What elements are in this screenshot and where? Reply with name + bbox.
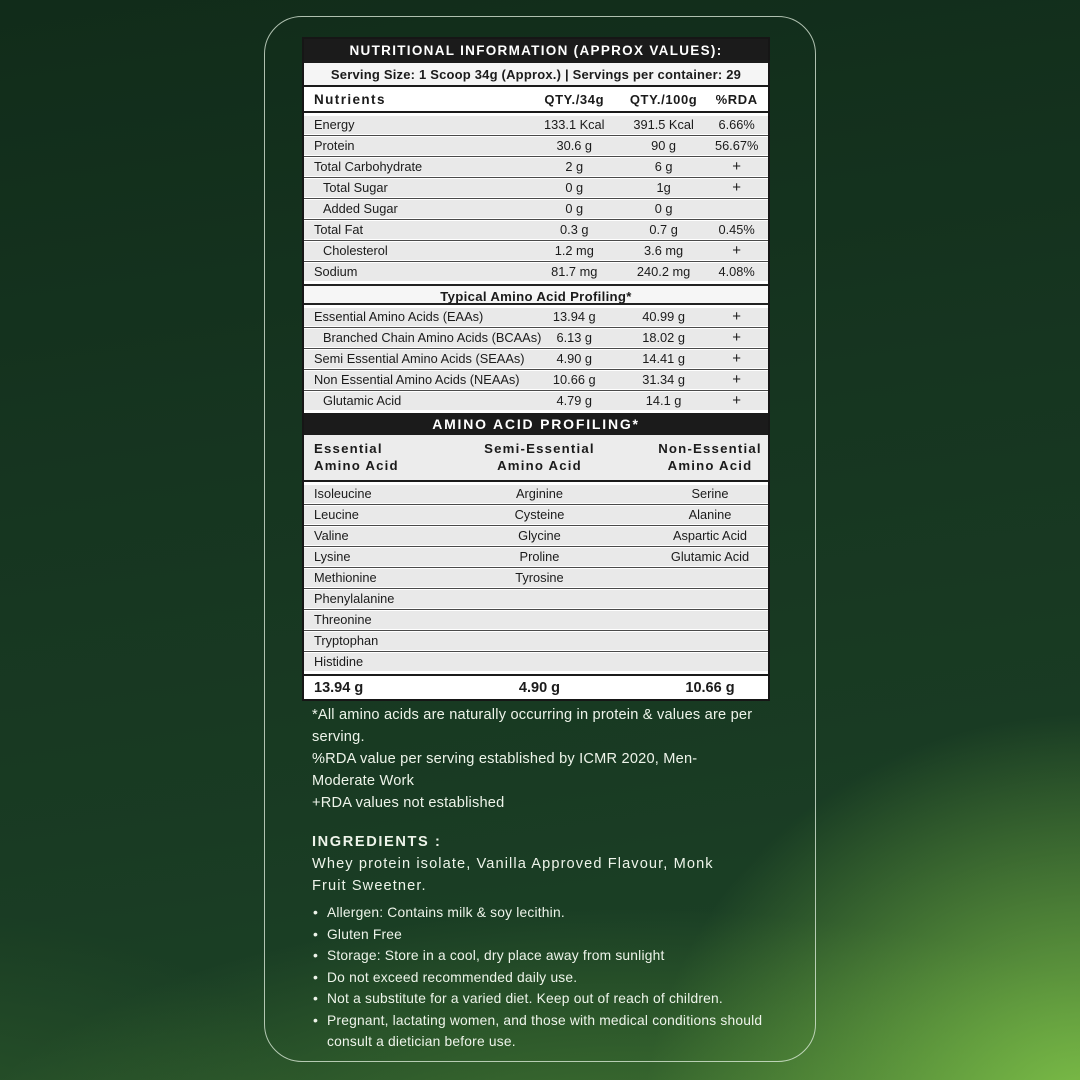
table-row bbox=[304, 569, 768, 587]
semi-essential-amino bbox=[427, 632, 652, 650]
rda-value bbox=[705, 200, 768, 218]
footnote-rda-plus: +RDA values not established bbox=[312, 795, 505, 811]
col-qty-100g: QTY./100g bbox=[629, 92, 698, 107]
col-qty-34g: QTY./34g bbox=[544, 92, 605, 107]
qty-100: 1g bbox=[656, 180, 671, 195]
serving-size-line: Serving Size: 1 Scoop 34g (Approx.) | Servings per container: 29 bbox=[304, 63, 768, 87]
table-row bbox=[304, 590, 768, 608]
amino-profiling-header-bar: AMINO ACID PROFILING* bbox=[304, 413, 768, 435]
non-essential-total: 10.66 g bbox=[685, 680, 735, 696]
table-row bbox=[304, 329, 768, 347]
non-essential-amino: Alanine bbox=[688, 507, 732, 522]
qty-100: 14.41 g bbox=[642, 351, 685, 366]
qty-100: 0 g bbox=[654, 201, 673, 216]
qty-100: 31.34 g bbox=[642, 372, 685, 387]
qty-34: 6.13 g bbox=[556, 330, 593, 345]
rda-value: + bbox=[732, 392, 742, 409]
table-row bbox=[304, 548, 768, 566]
footnote-rda: %RDA value per serving established by ICMR 2020, Men-Moderate Work bbox=[312, 751, 698, 789]
essential-amino: Isoleucine bbox=[314, 486, 372, 501]
footnotes-block bbox=[312, 704, 758, 814]
amino-summary-rows bbox=[304, 308, 768, 413]
table-row bbox=[304, 221, 768, 239]
ingredients-body: Whey protein isolate, Vanilla Approved Flavour, Monk Fruit Sweetner. bbox=[312, 856, 714, 894]
table-row bbox=[304, 137, 768, 155]
rda-value: 0.45% bbox=[718, 222, 755, 237]
nutrient-name: Total Carbohydrate bbox=[314, 159, 423, 174]
non-essential-amino: Aspartic Acid bbox=[672, 528, 747, 543]
rda-value: + bbox=[732, 308, 742, 325]
list-item: • Not a substitute for a varied diet. Keep out of reach of children. bbox=[312, 988, 768, 1010]
ingredients-block bbox=[312, 831, 732, 897]
qty-100: 3.6 mg bbox=[644, 243, 684, 258]
semi-essential-amino: Glycine bbox=[518, 528, 561, 543]
non-essential-amino: Serine bbox=[691, 486, 729, 501]
semi-essential-amino: Cysteine bbox=[514, 507, 565, 522]
essential-amino: Tryptophan bbox=[314, 633, 379, 648]
col-semi-essential-line2: Amino Acid bbox=[497, 458, 582, 473]
non-essential-amino bbox=[652, 590, 768, 608]
col-nutrients: Nutrients bbox=[314, 92, 386, 107]
qty-100: 6 g bbox=[654, 159, 673, 174]
amino-group-name: Semi Essential Amino Acids (SEAAs) bbox=[314, 351, 525, 366]
non-essential-amino bbox=[652, 569, 768, 587]
non-essential-amino bbox=[652, 632, 768, 650]
col-semi-essential-line1: Semi-Essential bbox=[484, 441, 595, 456]
table-row bbox=[304, 392, 768, 410]
nutrient-rows bbox=[304, 116, 768, 281]
essential-amino: Phenylalanine bbox=[314, 591, 395, 606]
semi-essential-amino: Tyrosine bbox=[515, 570, 564, 585]
non-essential-amino bbox=[652, 653, 768, 671]
essential-amino: Histidine bbox=[314, 654, 364, 669]
qty-100: 90 g bbox=[651, 138, 677, 153]
table-row bbox=[304, 371, 768, 389]
list-item: • Pregnant, lactating women, and those with medical conditions should consult a dietician before use. bbox=[312, 1010, 768, 1053]
table-row bbox=[304, 116, 768, 134]
table-row bbox=[304, 200, 768, 218]
essential-amino: Methionine bbox=[314, 570, 377, 585]
typical-amino-band: Typical Amino Acid Profiling* bbox=[304, 284, 768, 305]
nutrients-column-header bbox=[304, 87, 768, 113]
qty-34: 0.3 g bbox=[560, 222, 589, 237]
amino-group-name: Essential Amino Acids (EAAs) bbox=[314, 309, 484, 324]
nutrient-name: Energy bbox=[314, 117, 355, 132]
amino-group-name: Branched Chain Amino Acids (BCAAs) bbox=[323, 330, 542, 345]
nutrient-name: Total Sugar bbox=[323, 180, 388, 195]
qty-100: 14.1 g bbox=[645, 393, 682, 408]
col-non-essential bbox=[652, 440, 768, 474]
essential-amino: Threonine bbox=[314, 612, 372, 627]
table-row bbox=[304, 632, 768, 650]
table-row bbox=[304, 506, 768, 524]
semi-essential-amino bbox=[427, 611, 652, 629]
qty-34: 10.66 g bbox=[552, 372, 596, 387]
nutrient-name: Protein bbox=[314, 138, 355, 153]
amino-profiling-rows bbox=[304, 485, 768, 671]
qty-100: 18.02 g bbox=[642, 330, 685, 345]
semi-essential-total: 4.90 g bbox=[518, 680, 561, 696]
nutrient-name: Total Fat bbox=[314, 222, 364, 237]
essential-amino: Lysine bbox=[314, 549, 351, 564]
nutrient-name: Cholesterol bbox=[323, 243, 388, 258]
amino-group-name: Glutamic Acid bbox=[323, 393, 402, 408]
table-row bbox=[304, 158, 768, 176]
essential-amino: Leucine bbox=[314, 507, 359, 522]
table-row bbox=[304, 350, 768, 368]
qty-34: 133.1 Kcal bbox=[544, 117, 605, 132]
qty-34: 2 g bbox=[565, 159, 584, 174]
qty-100: 391.5 Kcal bbox=[633, 117, 694, 132]
col-semi-essential bbox=[427, 440, 652, 474]
amino-group-name: Non Essential Amino Acids (NEAAs) bbox=[314, 372, 520, 387]
table-row bbox=[304, 263, 768, 281]
ingredients-heading: INGREDIENTS : bbox=[312, 834, 442, 850]
rda-value: + bbox=[732, 242, 742, 259]
essential-amino: Valine bbox=[314, 528, 349, 543]
rda-value: + bbox=[732, 179, 742, 196]
qty-34: 13.94 g bbox=[552, 309, 596, 324]
table-row bbox=[304, 527, 768, 545]
rda-value: 4.08% bbox=[718, 264, 755, 279]
rda-value: + bbox=[732, 371, 742, 388]
col-non-essential-line2: Amino Acid bbox=[667, 458, 753, 473]
semi-essential-amino: Arginine bbox=[515, 486, 563, 501]
list-item: • Allergen: Contains milk & soy lecithin. bbox=[312, 902, 768, 924]
table-row bbox=[304, 308, 768, 326]
semi-essential-amino bbox=[427, 653, 652, 671]
nutrient-name: Sodium bbox=[314, 264, 358, 279]
footnote-amino: *All amino acids are naturally occurring in protein & values are per serving. bbox=[312, 707, 753, 745]
table-row bbox=[304, 242, 768, 260]
qty-34: 4.90 g bbox=[556, 351, 593, 366]
qty-34: 0 g bbox=[565, 180, 584, 195]
qty-100: 240.2 mg bbox=[636, 264, 691, 279]
list-item: • Do not exceed recommended daily use. bbox=[312, 967, 768, 989]
essential-total: 13.94 g bbox=[314, 680, 364, 696]
table-row bbox=[304, 611, 768, 629]
rda-value: + bbox=[732, 329, 742, 346]
rda-value: + bbox=[732, 350, 742, 367]
non-essential-amino bbox=[652, 611, 768, 629]
semi-essential-amino: Proline bbox=[519, 549, 560, 564]
qty-100: 0.7 g bbox=[649, 222, 678, 237]
col-essential-line1: Essential bbox=[314, 441, 383, 456]
col-essential-line2: Amino Acid bbox=[314, 458, 399, 473]
rda-value: 56.67% bbox=[714, 138, 759, 153]
list-item: • Storage: Store in a cool, dry place away from sunlight bbox=[312, 945, 768, 967]
nutrition-header-bar: NUTRITIONAL INFORMATION (APPROX VALUES): bbox=[304, 39, 768, 63]
table-row bbox=[304, 485, 768, 503]
qty-34: 30.6 g bbox=[556, 138, 593, 153]
qty-34: 1.2 mg bbox=[554, 243, 594, 258]
list-item: • Gluten Free bbox=[312, 924, 768, 946]
table-row bbox=[304, 179, 768, 197]
col-non-essential-line1: Non-Essential bbox=[658, 441, 762, 456]
qty-100: 40.99 g bbox=[642, 309, 685, 324]
qty-34: 81.7 mg bbox=[551, 264, 598, 279]
nutrient-name: Added Sugar bbox=[323, 201, 398, 216]
rda-value: 6.66% bbox=[718, 117, 755, 132]
semi-essential-amino bbox=[427, 590, 652, 608]
rda-value: + bbox=[732, 158, 742, 175]
qty-34: 4.79 g bbox=[556, 393, 593, 408]
warnings-list bbox=[312, 902, 768, 1053]
table-row bbox=[304, 653, 768, 671]
col-rda: %RDA bbox=[715, 92, 758, 107]
amino-totals-row bbox=[304, 674, 768, 699]
nutrition-facts-panel bbox=[302, 37, 770, 701]
col-essential bbox=[304, 440, 427, 474]
qty-34: 0 g bbox=[565, 201, 584, 216]
non-essential-amino: Glutamic Acid bbox=[670, 549, 750, 564]
amino-profiling-column-header bbox=[304, 435, 768, 482]
